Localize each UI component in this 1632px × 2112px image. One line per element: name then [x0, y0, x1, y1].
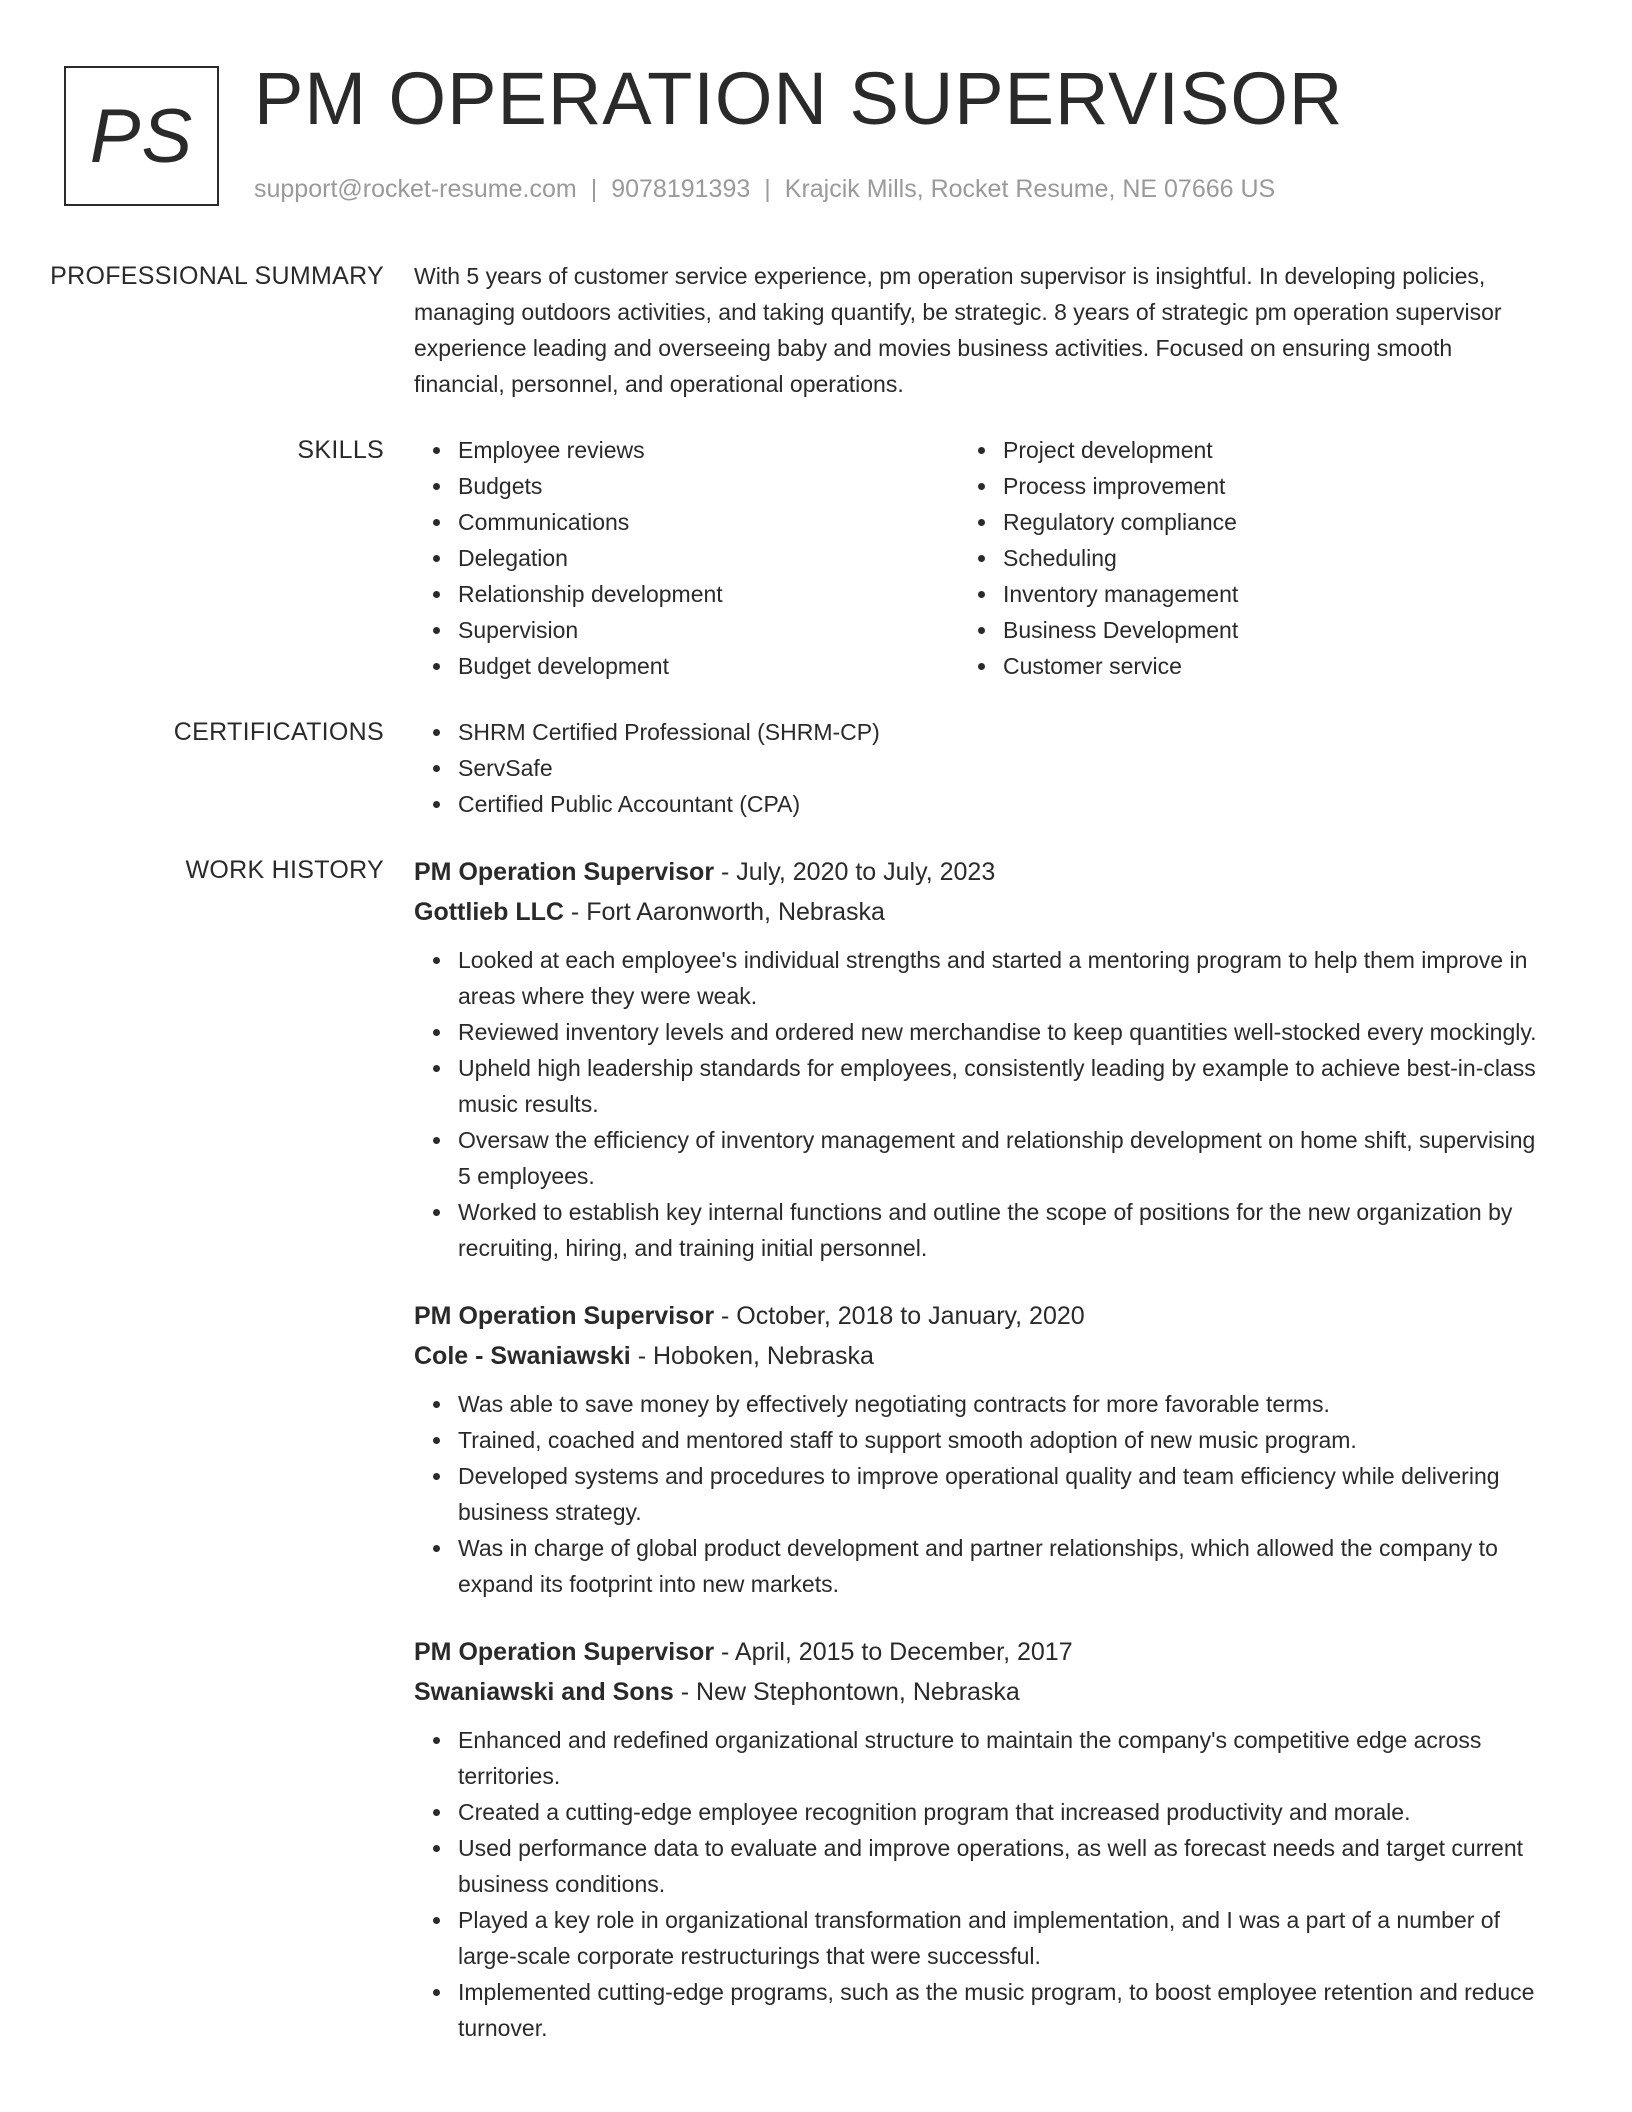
- skills-body: [414, 432, 1544, 684]
- contact-phone: 9078191393: [611, 175, 751, 203]
- skill-item: Supervision: [458, 612, 959, 648]
- job-role-line: PM Operation Supervisor - July, 2020 to July, 2023: [414, 858, 996, 886]
- job-location: Fort Aaronworth, Nebraska: [586, 898, 885, 926]
- contact-line: [254, 174, 1275, 204]
- job-duty: Upheld high leadership standards for employees, consistently leading by example to achieve best-in-class music results.: [458, 1050, 1544, 1122]
- monogram-box: [64, 66, 219, 206]
- job-entry: [414, 1296, 1544, 1602]
- job-duty: Played a key role in organizational transformation and implementation, and I was a part of a number of large-scale corporate restructurings that were successful.: [458, 1902, 1544, 1974]
- job-company: Cole - Swaniawski: [414, 1342, 631, 1370]
- work-history-section: [0, 852, 1632, 2076]
- skill-item: Regulatory compliance: [1003, 504, 1504, 540]
- job-company: Gottlieb LLC: [414, 898, 564, 926]
- job-duties: [414, 942, 1544, 1266]
- job-duty: Developed systems and procedures to improve operational quality and team efficiency while delivering business strategy.: [458, 1458, 1544, 1530]
- job-duty: Oversaw the efficiency of inventory management and relationship development on home shift, supervising 5 employees.: [458, 1122, 1544, 1194]
- summary-section: [0, 258, 1632, 402]
- skill-item: Inventory management: [1003, 576, 1504, 612]
- monogram-initials: PS: [89, 93, 194, 179]
- job-role: PM Operation Supervisor: [414, 1302, 715, 1330]
- skill-item: Project development: [1003, 432, 1504, 468]
- certification-item: ServSafe: [458, 750, 1544, 786]
- work-history-heading: WORK HISTORY: [185, 856, 384, 884]
- job-duty: Enhanced and redefined organizational structure to maintain the company's competitive edge across territories.: [458, 1722, 1544, 1794]
- skill-item: Communications: [458, 504, 959, 540]
- skill-item: Budget development: [458, 648, 959, 684]
- job-duty: Was in charge of global product development and partner relationships, which allowed the company to expand its footprint into new markets.: [458, 1530, 1544, 1602]
- skills-list-left: [414, 432, 959, 684]
- certifications-body: [414, 714, 1544, 822]
- job-company-line: Gottlieb LLC - Fort Aaronworth, Nebraska: [414, 898, 885, 926]
- skill-item: Relationship development: [458, 576, 959, 612]
- job-duties: [414, 1722, 1544, 2046]
- job-duty: Implemented cutting-edge programs, such as the music program, to boost employee retention and reduce turnover.: [458, 1974, 1544, 2046]
- contact-separator: |: [590, 175, 598, 203]
- job-dates: July, 2020 to July, 2023: [736, 858, 996, 886]
- summary-body: [414, 258, 1544, 402]
- job-location: New Stephontown, Nebraska: [696, 1678, 1020, 1706]
- work-history-body: [414, 852, 1544, 2076]
- certification-item: Certified Public Accountant (CPA): [458, 786, 1544, 822]
- job-company: Swaniawski and Sons: [414, 1678, 674, 1706]
- job-entry: [414, 852, 1544, 1266]
- certification-item: SHRM Certified Professional (SHRM-CP): [458, 714, 1544, 750]
- skills-list-right: [959, 432, 1504, 684]
- skills-section: [0, 432, 1632, 684]
- skill-item: Budgets: [458, 468, 959, 504]
- certifications-section: [0, 714, 1632, 822]
- skill-item: Employee reviews: [458, 432, 959, 468]
- job-duty: Used performance data to evaluate and improve operations, as well as forecast needs and target current business conditions.: [458, 1830, 1544, 1902]
- resume-header: [64, 57, 1564, 216]
- summary-heading: PROFESSIONAL SUMMARY: [50, 262, 384, 290]
- job-company-line: Swaniawski and Sons - New Stephontown, Nebraska: [414, 1678, 1020, 1706]
- job-duty: Trained, coached and mentored staff to support smooth adoption of new music program.: [458, 1422, 1544, 1458]
- job-duty: Was able to save money by effectively negotiating contracts for more favorable terms.: [458, 1386, 1544, 1422]
- contact-separator: |: [764, 175, 771, 203]
- skill-item: Process improvement: [1003, 468, 1504, 504]
- skill-item: Delegation: [458, 540, 959, 576]
- job-duty: Reviewed inventory levels and ordered new merchandise to keep quantities well-stocked every mockingly.: [458, 1014, 1544, 1050]
- summary-text: With 5 years of customer service experience, pm operation supervisor is insightful. In developing policies, managing outdoors activities, and taking quantify, be strategic. 8 years of strategic pm operation supervisor experience leading and overseeing baby and movies business activities. Focused on ensuring smooth financial, personnel, and operational operations.: [414, 263, 1502, 397]
- job-duty: Created a cutting-edge employee recognition program that increased productivity and morale.: [458, 1794, 1544, 1830]
- skill-item: Business Development: [1003, 612, 1504, 648]
- job-entry: [414, 1632, 1544, 2046]
- skills-column-left: [414, 432, 959, 684]
- job-dates: October, 2018 to January, 2020: [736, 1302, 1085, 1330]
- contact-address: Krajcik Mills, Rocket Resume, NE 07666 US: [784, 175, 1276, 203]
- job-duty: Looked at each employee's individual strengths and started a mentoring program to help them improve in areas where they were weak.: [458, 942, 1544, 1014]
- skills-grid: [414, 432, 1544, 684]
- job-role-line: PM Operation Supervisor - October, 2018 to January, 2020: [414, 1302, 1085, 1330]
- job-dates: April, 2015 to December, 2017: [734, 1638, 1073, 1666]
- contact-email: support@rocket-resume.com: [254, 175, 577, 203]
- job-role: PM Operation Supervisor: [414, 858, 715, 886]
- job-duty: Worked to establish key internal functions and outline the scope of positions for the new organization by recruiting, hiring, and training initial personnel.: [458, 1194, 1544, 1266]
- job-location: Hoboken, Nebraska: [652, 1342, 874, 1370]
- skill-item: Scheduling: [1003, 540, 1504, 576]
- candidate-title: PM OPERATION SUPERVISOR: [254, 57, 1344, 140]
- job-role: PM Operation Supervisor: [414, 1638, 715, 1666]
- certifications-heading: CERTIFICATIONS: [173, 718, 384, 746]
- skill-item: Customer service: [1003, 648, 1504, 684]
- skills-column-right: [959, 432, 1504, 684]
- skills-heading: SKILLS: [297, 436, 384, 464]
- job-role-line: PM Operation Supervisor - April, 2015 to December, 2017: [414, 1638, 1073, 1666]
- certifications-list: [414, 714, 1544, 822]
- resume-sections: [0, 258, 1632, 2106]
- job-duties: [414, 1386, 1544, 1602]
- job-company-line: Cole - Swaniawski - Hoboken, Nebraska: [414, 1342, 874, 1370]
